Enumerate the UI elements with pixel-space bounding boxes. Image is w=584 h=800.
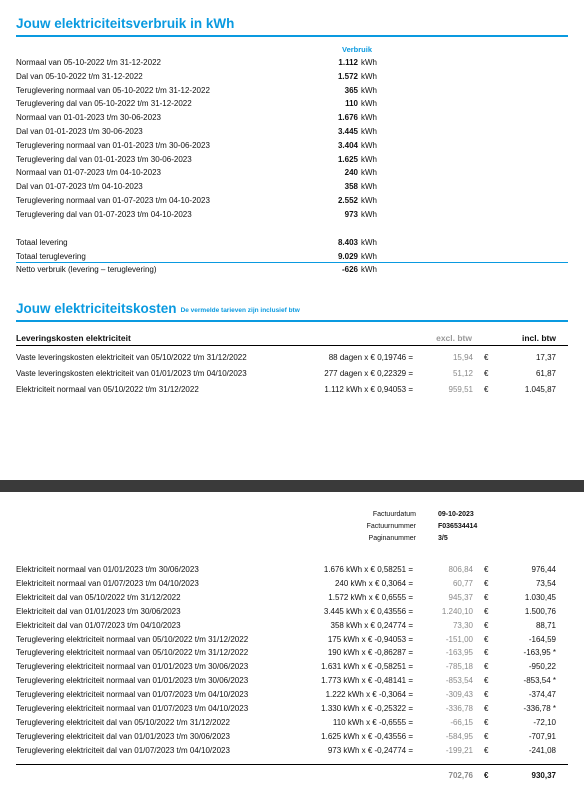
page-break-band [0, 480, 584, 492]
usage-unit: kWh [361, 209, 377, 219]
usage-unit: kWh [361, 252, 377, 261]
cost-row [16, 744, 568, 758]
euro-sign: € [484, 662, 489, 672]
usage-row [16, 140, 388, 152]
euro-sign: € [484, 353, 489, 362]
usage-title: Jouw elektriciteitsverbruik in kWh [16, 16, 235, 31]
cost-label: Teruglevering elektriciteit normaal van 01/07/2023 t/m 04/10/2023 [16, 704, 249, 713]
cost-row [16, 702, 568, 716]
usage-unit: kWh [361, 71, 377, 81]
usage-value: 1.625 [337, 154, 358, 164]
cost-calculation: 240 kWh x € 0,3064 = [334, 578, 413, 588]
cost-calculation: 110 kWh x € -0,6555 = [332, 717, 413, 727]
usage-row [16, 71, 388, 83]
netto-rule [16, 262, 568, 263]
usage-total-value: -626 [341, 265, 358, 274]
cost-label: Teruglevering elektriciteit normaal van 05/10/2022 t/m 31/12/2022 [16, 648, 249, 658]
usage-unit: kWh [361, 113, 377, 123]
usage-value: 2.552 [337, 196, 358, 205]
euro-sign: € [484, 565, 489, 574]
usage-label: Dal van 01-01-2023 t/m 30-06-2023 [16, 127, 143, 136]
cost-incl: -853,54 * [523, 676, 556, 686]
total-row [16, 769, 568, 783]
usage-value: 1.572 [337, 71, 358, 81]
usage-value: 365 [344, 85, 358, 95]
usage-unit: kWh [361, 196, 377, 205]
cost-excl: 60,77 [452, 578, 473, 588]
cost-calculation: 1.330 kWh x € -0,25322 = [321, 704, 413, 713]
usage-row [16, 167, 388, 179]
euro-sign: € [484, 592, 489, 602]
cost-row [16, 619, 568, 633]
cost-excl: 945,37 [448, 592, 473, 602]
cost-label: Elektriciteit dal van 01/07/2023 t/m 04/10/2023 [16, 620, 181, 630]
usage-row [16, 209, 388, 221]
euro-sign: € [484, 771, 489, 780]
total-rule [16, 764, 568, 765]
cost-label: Teruglevering elektriciteit dal van 01/07/2023 t/m 04/10/2023 [16, 745, 230, 755]
costs-title-text: Jouw elektriciteitskosten [16, 301, 177, 316]
cost-excl: -785,18 [445, 662, 473, 672]
cost-label: Vaste leveringskosten elektriciteit van 05/10/2022 t/m 31/12/2022 [16, 353, 247, 362]
usage-total-value: 9.029 [337, 252, 358, 261]
cost-calculation: 1.631 kWh x € -0,58251 = [321, 662, 413, 672]
cost-label: Elektriciteit dal van 05/10/2022 t/m 31/12/2022 [16, 592, 181, 602]
cost-calculation: 1.676 kWh x € 0,58251 = [323, 565, 413, 574]
cost-label: Teruglevering elektriciteit normaal van 01/01/2023 t/m 30/06/2023 [16, 662, 249, 672]
cost-label: Elektriciteit dal van 01/01/2023 t/m 30/06/2023 [16, 606, 181, 616]
cost-incl: 88,71 [535, 620, 556, 630]
cost-calculation: 973 kWh x € -0,24774 = [327, 745, 413, 755]
usage-total-row [16, 264, 388, 276]
usage-row [16, 57, 388, 69]
usage-label: Teruglevering normaal van 05-10-2022 t/m 31-12-2022 [16, 85, 210, 95]
meta-key: Factuurnummer [366, 523, 416, 530]
usage-unit: kWh [361, 127, 377, 136]
cost-excl: -853,54 [445, 676, 473, 686]
euro-sign: € [484, 385, 489, 394]
cost-excl: 959,51 [448, 385, 473, 394]
cost-calculation: 3.445 kWh x € 0,43556 = [323, 606, 413, 616]
cost-row [16, 383, 568, 397]
usage-row [16, 181, 388, 193]
euro-sign: € [484, 648, 489, 658]
cost-row [16, 367, 568, 381]
usage-label: Normaal van 01-07-2023 t/m 04-10-2023 [16, 168, 161, 178]
meta-row [340, 509, 540, 520]
euro-sign: € [484, 690, 489, 700]
cost-label: Teruglevering elektriciteit normaal van 01/01/2023 t/m 30/06/2023 [16, 676, 249, 686]
meta-value: 3/5 [438, 535, 448, 542]
usage-value: 973 [344, 209, 358, 219]
usage-value: 3.404 [337, 140, 358, 150]
cost-incl: 976,44 [531, 565, 556, 574]
cost-calculation: 1.625 kWh x € -0,43556 = [321, 731, 413, 741]
euro-sign: € [484, 717, 489, 727]
usage-row [16, 126, 388, 138]
total-incl: 930,37 [531, 771, 556, 780]
cost-excl: -66,15 [450, 717, 473, 727]
usage-total-label: Netto verbruik (levering – teruglevering) [16, 265, 157, 274]
usage-row [16, 112, 388, 124]
usage-unit: kWh [361, 238, 377, 247]
cost-row [16, 605, 568, 619]
cost-label: Teruglevering elektriciteit dal van 01/01/2023 t/m 30/06/2023 [16, 731, 230, 741]
euro-sign: € [484, 704, 489, 713]
usage-unit: kWh [361, 168, 377, 178]
cost-calculation: 88 dagen x € 0,19746 = [328, 353, 413, 362]
cost-label: Elektriciteit normaal van 05/10/2022 t/m 31/12/2022 [16, 385, 199, 394]
cost-calculation: 190 kWh x € -0,86287 = [327, 648, 413, 658]
cost-incl: 1.045,87 [524, 385, 556, 394]
cost-excl: 15,94 [452, 353, 473, 362]
cost-excl: -199,21 [445, 745, 473, 755]
cost-incl: -163,95 * [523, 648, 556, 658]
cost-row [16, 563, 568, 577]
euro-sign: € [484, 745, 489, 755]
invoice-page-3 [0, 492, 584, 800]
usage-label: Teruglevering normaal van 01-01-2023 t/m 30-06-2023 [16, 140, 210, 150]
usage-value: 1.676 [337, 113, 358, 123]
cost-incl: -374,47 [528, 690, 556, 700]
usage-value: 110 [345, 99, 358, 109]
meta-value: F036534414 [438, 523, 478, 530]
delivery-costs-label: Leveringskosten elektriciteit [16, 333, 131, 343]
usage-label: Dal van 01-07-2023 t/m 04-10-2023 [16, 182, 143, 192]
usage-row [16, 154, 388, 166]
usage-row [16, 85, 388, 97]
cost-incl: -241,08 [528, 745, 556, 755]
cost-incl: -72,10 [533, 717, 556, 727]
cost-label: Teruglevering elektriciteit normaal van 01/07/2023 t/m 04/10/2023 [16, 690, 249, 700]
cost-label: Elektriciteit normaal van 01/07/2023 t/m 04/10/2023 [16, 578, 199, 588]
usage-unit: kWh [361, 99, 377, 109]
usage-total-label: Totaal teruglevering [16, 252, 86, 261]
cost-excl: -336,78 [445, 704, 473, 713]
cost-calculation: 1.222 kWh x € -0,3064 = [325, 690, 413, 700]
cost-row [16, 646, 568, 660]
usage-label: Dal van 05-10-2022 t/m 31-12-2022 [16, 71, 143, 81]
cost-row [16, 716, 568, 730]
cost-incl: 1.500,76 [524, 606, 556, 616]
usage-label: Teruglevering dal van 01-01-2023 t/m 30-06-2023 [16, 154, 192, 164]
cost-row [16, 351, 568, 365]
usage-total-row [16, 237, 388, 249]
cost-row [16, 577, 568, 591]
euro-sign: € [484, 620, 489, 630]
incl-btw-header: incl. btw [522, 333, 556, 343]
costs-subtitle: De vermelde tarieven zijn inclusief btw [180, 307, 300, 314]
usage-label: Teruglevering dal van 05-10-2022 t/m 31-12-2022 [16, 99, 192, 109]
euro-sign: € [484, 606, 489, 616]
cost-row [16, 688, 568, 702]
usage-unit: kWh [361, 58, 377, 67]
euro-sign: € [484, 731, 489, 741]
usage-label: Teruglevering dal van 01-07-2023 t/m 04-10-2023 [16, 209, 192, 219]
cost-incl: 61,87 [535, 369, 556, 378]
meta-key: Factuurdatum [372, 511, 416, 518]
cost-excl: 51,12 [452, 369, 473, 378]
usage-label: Normaal van 05-10-2022 t/m 31-12-2022 [16, 58, 161, 67]
cost-calculation: 358 kWh x € 0,24774 = [330, 620, 413, 630]
usage-unit: kWh [361, 182, 377, 192]
cost-row [16, 730, 568, 744]
usage-unit: kWh [361, 85, 377, 95]
cost-calculation: 277 dagen x € 0,22329 = [324, 369, 413, 378]
cost-excl: -584,95 [445, 731, 473, 741]
usage-total-value: 8.403 [337, 238, 358, 247]
cost-excl: 73,30 [452, 620, 473, 630]
usage-title-rule [16, 35, 568, 37]
usage-row [16, 195, 388, 207]
cost-row [16, 633, 568, 647]
euro-sign: € [484, 634, 489, 644]
usage-value: 1.112 [338, 58, 358, 67]
euro-sign: € [484, 578, 489, 588]
usage-value: 358 [344, 182, 358, 192]
cost-label: Teruglevering elektriciteit dal van 05/10/2022 t/m 31/12/2022 [16, 717, 230, 727]
usage-unit: kWh [361, 140, 377, 150]
usage-label: Teruglevering normaal van 01-07-2023 t/m 04-10-2023 [16, 196, 210, 205]
usage-row [16, 98, 388, 110]
delivery-costs-rule [16, 345, 568, 346]
cost-excl: -309,43 [445, 690, 473, 700]
meta-key: Paginanummer [368, 535, 416, 542]
cost-row [16, 591, 568, 605]
costs-title [16, 301, 300, 316]
cost-label: Teruglevering elektriciteit normaal van 05/10/2022 t/m 31/12/2022 [16, 634, 249, 644]
total-excl: 702,76 [448, 771, 473, 780]
cost-row [16, 674, 568, 688]
meta-value: 09-10-2023 [438, 511, 474, 518]
cost-calculation: 1.572 kWh x € 0,6555 = [328, 592, 413, 602]
cost-calculation: 175 kWh x € -0,94053 = [327, 634, 413, 644]
cost-excl: -151,00 [445, 634, 473, 644]
cost-incl: -950,22 [528, 662, 556, 672]
cost-incl: 17,37 [535, 353, 556, 362]
euro-sign: € [484, 369, 489, 378]
cost-incl: -164,59 [528, 634, 556, 644]
cost-incl: -707,91 [528, 731, 556, 741]
usage-unit: kWh [361, 154, 377, 164]
cost-excl: 1.240,10 [441, 606, 473, 616]
cost-label: Vaste leveringskosten elektriciteit van 01/01/2023 t/m 04/10/2023 [16, 369, 247, 378]
cost-row [16, 660, 568, 674]
euro-sign: € [484, 676, 489, 686]
usage-label: Normaal van 01-01-2023 t/m 30-06-2023 [16, 113, 161, 123]
excl-btw-header: excl. btw [436, 333, 472, 343]
cost-incl: -336,78 * [523, 704, 556, 713]
usage-total-label: Totaal levering [16, 238, 68, 247]
cost-excl: -163,95 [445, 648, 473, 658]
cost-label: Elektriciteit normaal van 01/01/2023 t/m 30/06/2023 [16, 565, 199, 574]
usage-value: 240 [344, 168, 358, 178]
usage-value: 3.445 [337, 127, 358, 136]
meta-row [340, 521, 540, 532]
cost-calculation: 1.112 kWh x € 0,94053 = [324, 385, 413, 394]
usage-unit: kWh [361, 265, 377, 274]
cost-incl: 73,54 [535, 578, 556, 588]
costs-title-rule [16, 320, 568, 322]
meta-row [340, 533, 540, 544]
cost-calculation: 1.773 kWh x € -0,48141 = [321, 676, 413, 686]
usage-column-header: Verbruik [341, 45, 372, 54]
cost-excl: 806,84 [448, 565, 473, 574]
cost-incl: 1.030,45 [524, 592, 556, 602]
